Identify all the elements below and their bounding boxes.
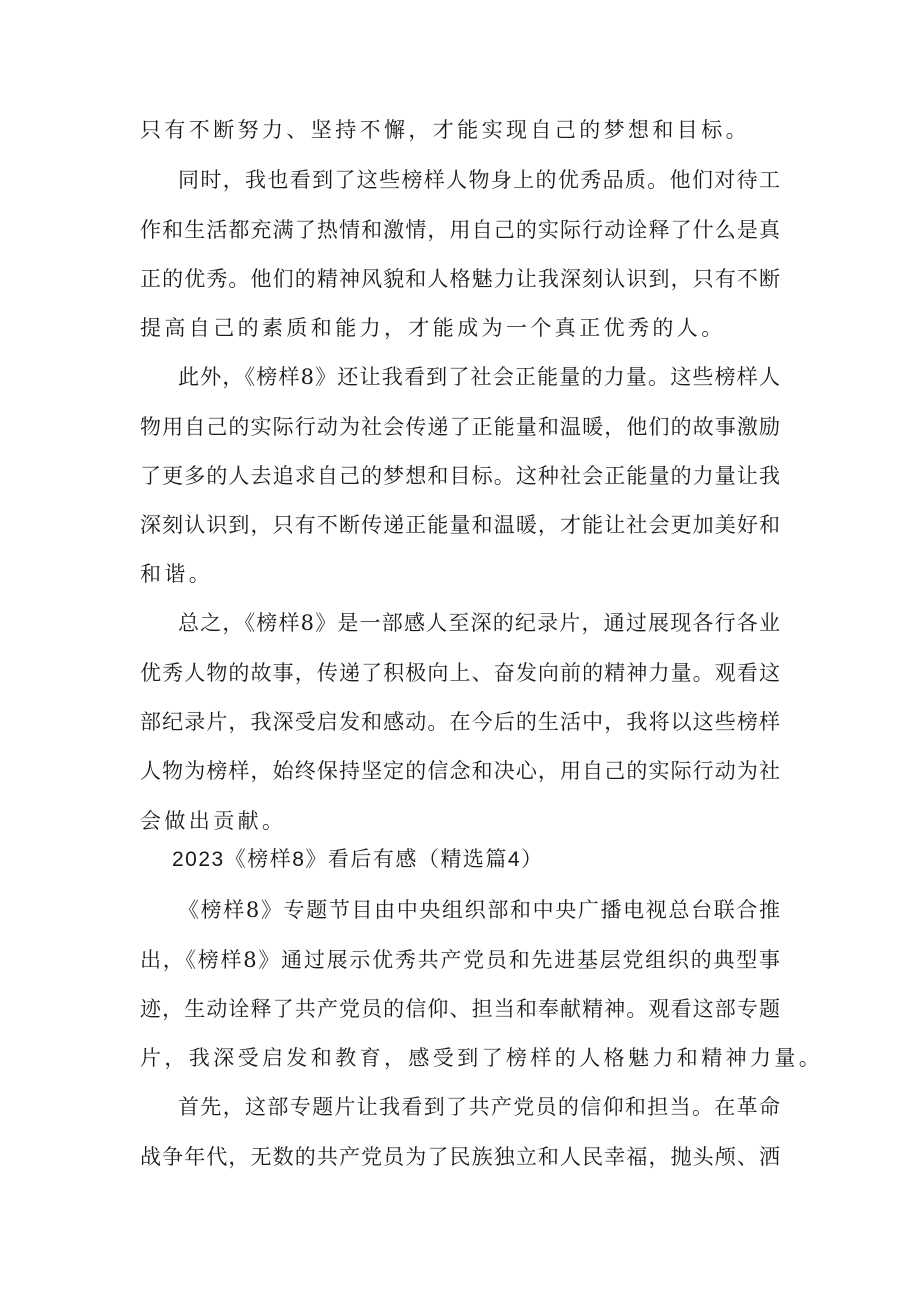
text-line: 作和生活都充满了热情和激情，用自己的实际行动诠释了什么是真 (140, 218, 780, 242)
text-line: 《榜样8》专题节目由中央组织部和中央广播电视总台联合推 (178, 898, 780, 922)
text-line: 片，我深受启发和教育，感受到了榜样的人格魅力和精神力量。 (140, 1046, 824, 1070)
text-line: 深刻认识到，只有不断传递正能量和温暖，才能让社会更加美好和 (140, 513, 780, 537)
text-line: 部纪录片，我深受启发和感动。在今后的生活中，我将以这些榜样 (140, 710, 780, 734)
text-line: 正的优秀。他们的精神风貌和人格魅力让我深刻认识到，只有不断 (140, 267, 780, 291)
text-line: 会做出贡献。 (140, 809, 287, 833)
text-line: 迹，生动诠释了共产党员的信仰、担当和奉献精神。观看这部专题 (140, 997, 780, 1021)
text-line: 同时，我也看到了这些榜样人物身上的优秀品质。他们对待工 (178, 168, 780, 192)
text-line: 和谐。 (140, 562, 214, 586)
text-line: 战争年代，无数的共产党员为了民族独立和人民幸福，抛头颅、洒 (140, 1145, 780, 1169)
text-line: 出，《榜样8》通过展示优秀共产党员和先进基层党组织的典型事 (140, 948, 780, 972)
text-line: 了更多的人去追求自己的梦想和目标。这种社会正能量的力量让我 (140, 464, 780, 488)
text-line: 优秀人物的故事，传递了积极向上、奋发向前的精神力量。观看这 (140, 661, 780, 685)
text-line: 人物为榜样，始终保持坚定的信念和决心，用自己的实际行动为社 (140, 759, 780, 783)
section-heading: 2023《榜样8》看后有感（精选篇4） (172, 848, 544, 871)
text-line: 物用自己的实际行动为社会传递了正能量和温暖，他们的故事激励 (140, 415, 780, 439)
text-line: 此外，《榜样8》还让我看到了社会正能量的力量。这些榜样人 (178, 365, 780, 389)
text-line: 提高自己的素质和能力，才能成为一个真正优秀的人。 (140, 316, 726, 340)
text-line: 首先，这部专题片让我看到了共产党员的信仰和担当。在革命 (178, 1095, 780, 1119)
text-line: 只有不断努力、坚持不懈，才能实现自己的梦想和目标。 (140, 118, 750, 142)
text-line: 总之，《榜样8》是一部感人至深的纪录片，通过展现各行各业 (178, 611, 780, 635)
